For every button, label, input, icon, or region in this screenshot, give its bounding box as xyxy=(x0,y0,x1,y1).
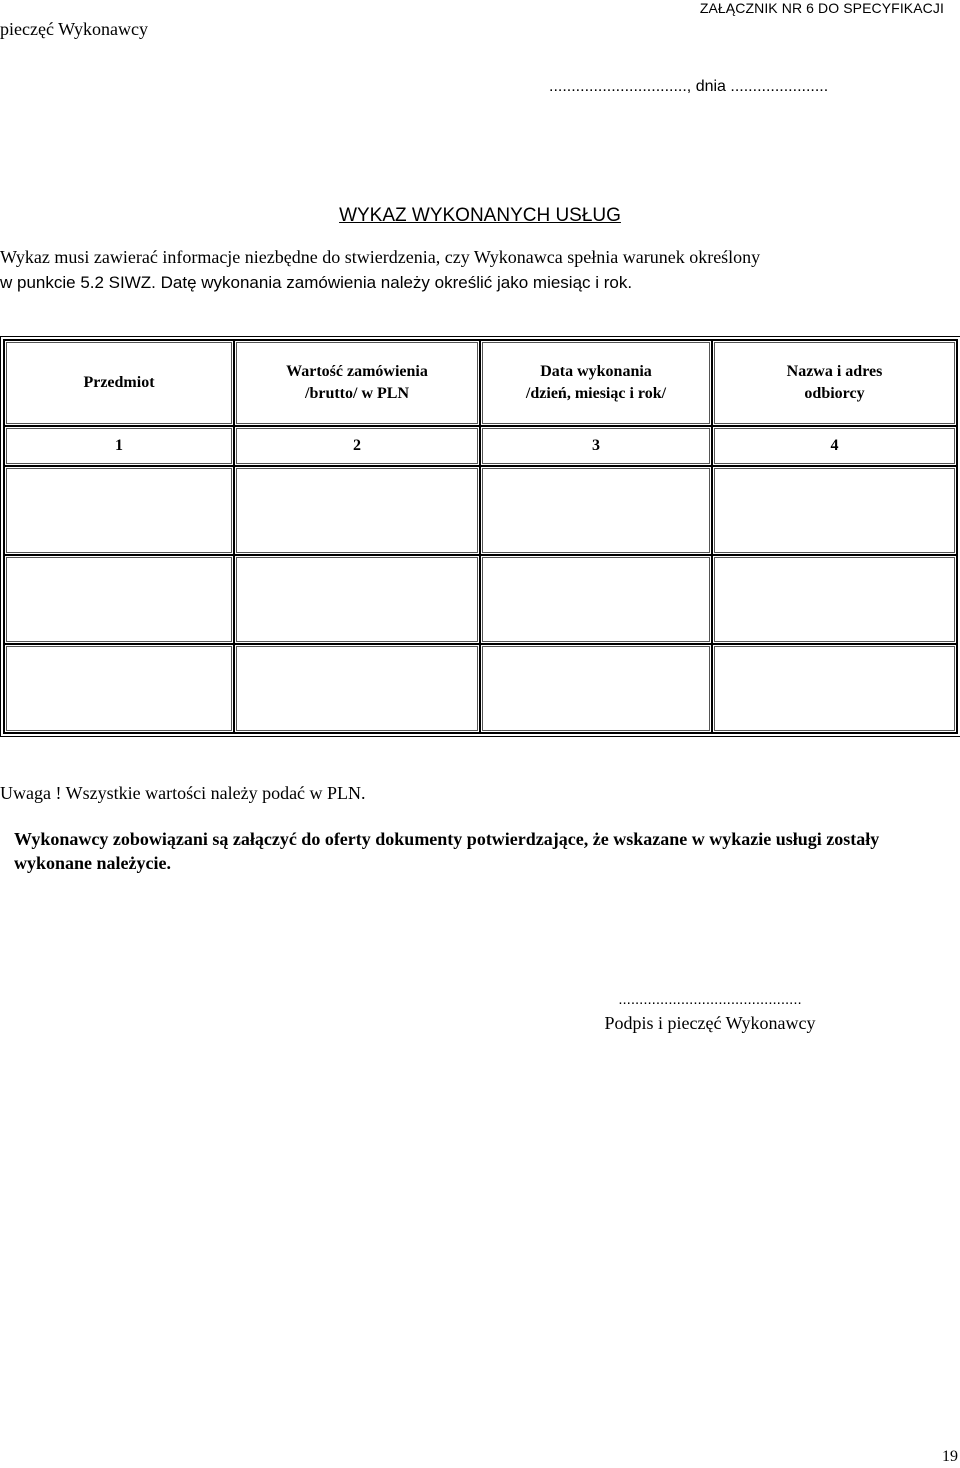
column-number: 3 xyxy=(480,426,712,466)
intro-paragraph xyxy=(0,244,920,296)
pln-warning-note: Uwaga ! Wszystkie wartości należy podać w PLN. xyxy=(0,783,366,803)
services-table xyxy=(3,339,958,734)
table-cell[interactable] xyxy=(4,644,234,733)
table-cell[interactable] xyxy=(480,555,712,644)
documents-obligation-note: Wykonawcy zobowiązani są załączyć do oferty dokumenty potwierdzające, że wskazane w wykazie usługi zostały wykonane należycie. xyxy=(14,829,880,873)
table-row xyxy=(4,466,957,555)
page-number: 19 xyxy=(942,1448,958,1465)
column-number: 4 xyxy=(712,426,957,466)
intro-line-1: Wykaz musi zawierać informacje niezbędne do stwierdzenia, czy Wykonawca spełnia warunek określony xyxy=(0,247,761,267)
annex-label: ZAŁĄCZNIK NR 6 DO SPECYFIKACJI xyxy=(699,0,944,16)
header-cell-recipient xyxy=(712,340,957,426)
table-header-row xyxy=(4,340,957,426)
table-cell[interactable] xyxy=(712,466,957,555)
header-cell-value xyxy=(234,340,480,426)
table-row xyxy=(4,555,957,644)
table-cell[interactable] xyxy=(234,644,480,733)
column-number: 2 xyxy=(234,426,480,466)
header-date-text: Data wykonania /dzień, miesiąc i rok/ xyxy=(525,363,667,402)
table-cell[interactable] xyxy=(234,555,480,644)
header-subject-text: Przedmiot xyxy=(83,374,155,391)
header-recipient-text: Nazwa i adres odbiorcy xyxy=(786,363,883,402)
header-value-text: Wartość zamówienia /brutto/ w PLN xyxy=(286,363,428,402)
table-cell[interactable] xyxy=(480,644,712,733)
column-number-row xyxy=(4,426,957,466)
contractor-stamp-label: pieczęć Wykonawcy xyxy=(0,19,149,39)
column-number: 1 xyxy=(4,426,234,466)
table-row xyxy=(4,644,957,733)
header-cell-date xyxy=(480,340,712,426)
intro-line-2: w punkcie 5.2 SIWZ. Datę wykonania zamówienia należy określić jako miesiąc i rok. xyxy=(0,273,633,292)
table-cell[interactable] xyxy=(234,466,480,555)
table-cell[interactable] xyxy=(712,644,957,733)
place-date-line: ..............................., dnia ...................... xyxy=(549,78,829,95)
signature-line: ............................................ xyxy=(618,991,802,1008)
table-cell[interactable] xyxy=(4,466,234,555)
table-cell[interactable] xyxy=(4,555,234,644)
signature-label: Podpis i pieczęć Wykonawcy xyxy=(604,1013,816,1033)
table-cell[interactable] xyxy=(712,555,957,644)
header-cell-subject xyxy=(4,340,234,426)
document-title: WYKAZ WYKONANYCH USŁUG xyxy=(339,205,621,226)
table-cell[interactable] xyxy=(480,466,712,555)
